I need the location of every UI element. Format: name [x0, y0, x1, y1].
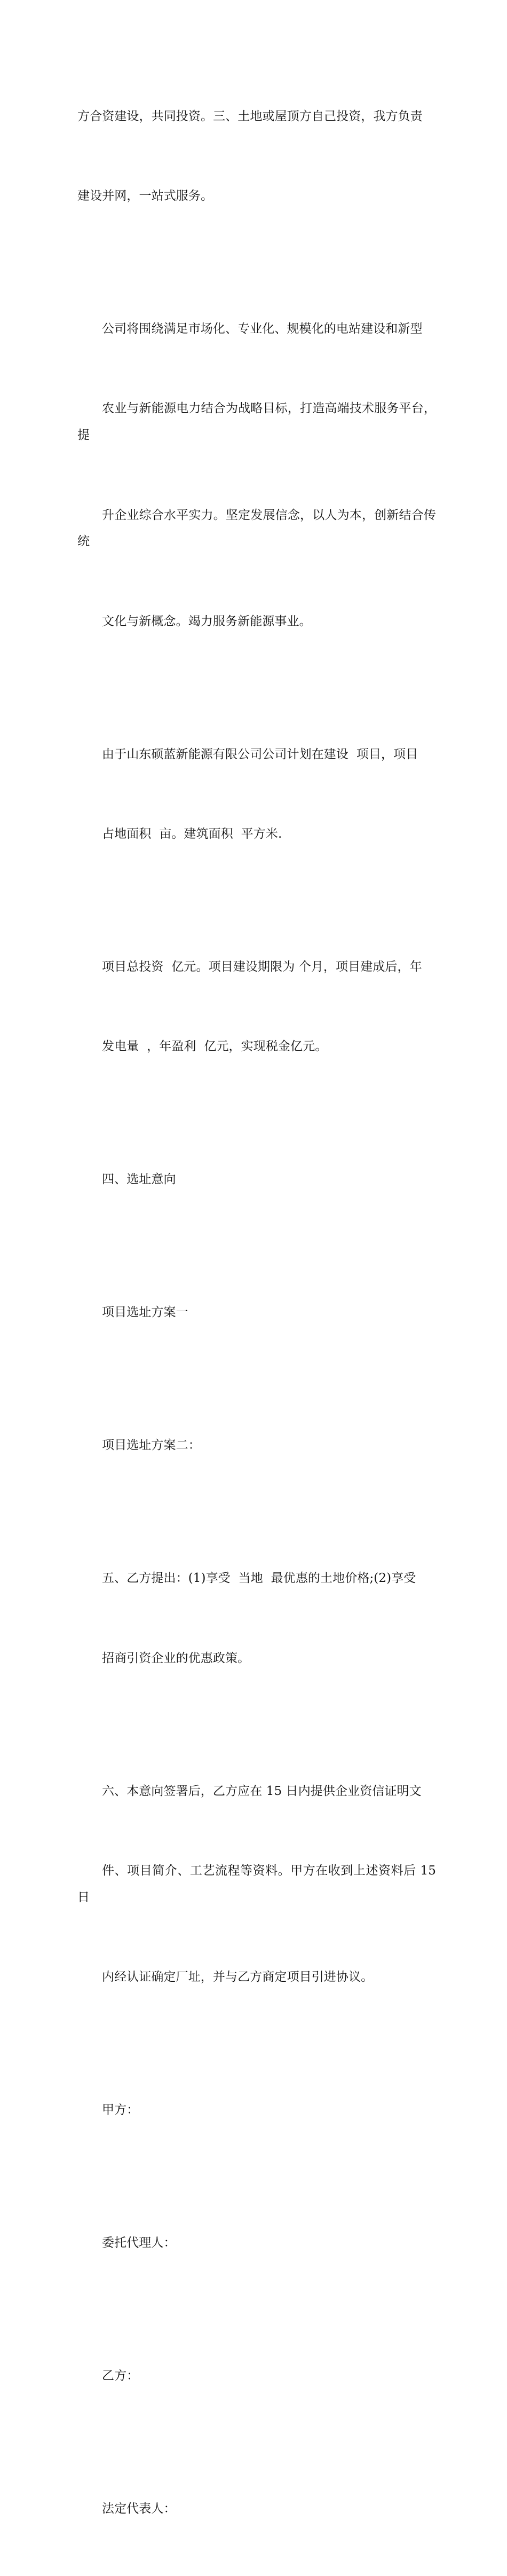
text-line: 由于山东硕蓝新能源有限公司公司计划在建设 项目，项目 — [102, 747, 418, 761]
paragraph-company-strategy — [77, 263, 436, 688]
text-line: 法定代表人： — [102, 2502, 176, 2516]
paragraph-site-option-two — [77, 1380, 436, 1512]
text-line: 四、选址意向 — [102, 1172, 176, 1187]
signature-party-a — [77, 2044, 436, 2177]
text-line: 项目总投资 亿元。项目建设期限为 个月，项目建成后，年 — [102, 960, 422, 974]
paragraph-investment — [77, 901, 436, 1114]
text-line: 占地面积 亩。建筑面积 平方米. — [102, 827, 282, 841]
text-line: 方合资建设，共同投资。三、土地或屋顶方自己投资，我方负责 — [77, 109, 423, 123]
text-line: 招商引资企业的优惠政策。 — [102, 1651, 250, 1665]
text-line: 件、项目简介、工艺流程等资料。甲方在收到上述资料后 15 日 — [77, 1864, 440, 1904]
text-line: 升企业综合水平实力。坚定发展信念，以人为本，创新结合传统 — [77, 508, 436, 549]
text-line: 文化与新概念。竭力服务新能源事业。 — [102, 614, 312, 628]
text-line: 乙方： — [102, 2369, 139, 2383]
text-line: 发电量 ，年盈利 亿元，实现税金亿元。 — [102, 1039, 328, 1054]
text-line: 公司将围绕满足市场化、专业化、规模化的电站建设和新型 — [102, 321, 423, 336]
signature-agent — [77, 2177, 436, 2310]
signature-legal-representative — [77, 2443, 436, 2576]
paragraph-party-b-requests — [77, 1512, 436, 1725]
text-line: 建设并网，一站式服务。 — [77, 188, 213, 203]
text-line: 项目选址方案二： — [102, 1438, 201, 1453]
paragraph-after-signing — [77, 1725, 440, 2044]
text-line: 六、本意向签署后，乙方应在 15 日内提供企业资信证明文 — [102, 1784, 422, 1798]
text-line: 甲方： — [102, 2103, 139, 2117]
section-heading-site-selection — [77, 1114, 436, 1247]
text-line: 五、乙方提出：(1)享受 当地 最优惠的土地价格;(2)享受 — [102, 1571, 416, 1586]
paragraph-site-option-one — [77, 1247, 436, 1380]
signature-party-b — [77, 2310, 436, 2443]
document-body — [77, 50, 440, 2576]
text-line: 内经认证确定厂址，并与乙方商定项目引进协议。 — [102, 1970, 374, 1984]
paragraph-cooperation-mode — [77, 50, 436, 263]
text-line: 委托代理人： — [102, 2236, 176, 2250]
paragraph-project-plan — [77, 688, 436, 901]
text-line: 项目选址方案一 — [102, 1305, 188, 1320]
text-line: 农业与新能源电力结合为战略目标，打造高端技术服务平台，提 — [77, 401, 436, 443]
